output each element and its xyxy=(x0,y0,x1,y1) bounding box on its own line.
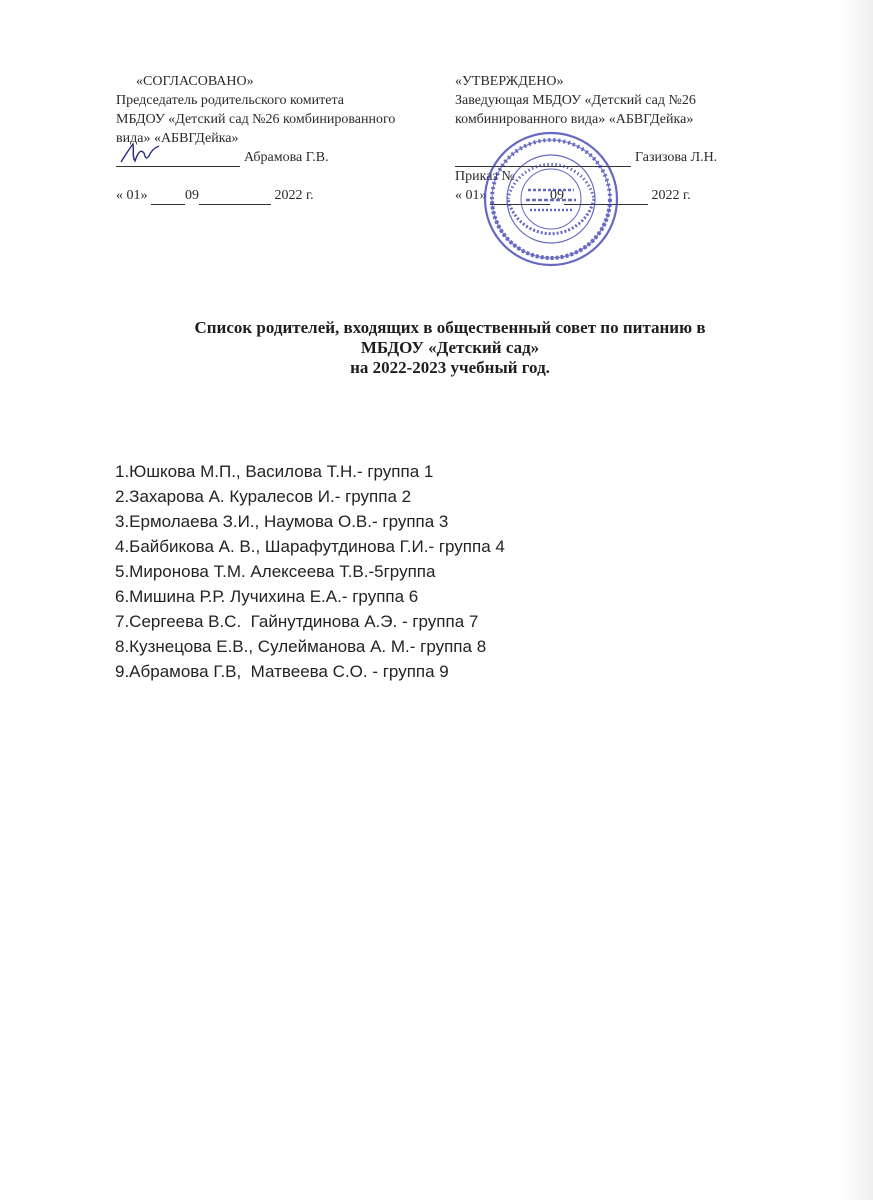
list-item: 4.Байбикова А. В., Шарафутдинова Г.И.- группа 4 xyxy=(115,537,505,556)
approved-date-month: 09 xyxy=(550,188,564,203)
approved-date-day: « 01» xyxy=(455,188,487,203)
agreed-heading: «СОГЛАСОВАНО» xyxy=(136,74,254,89)
approved-heading: «УТВЕРЖДЕНО» xyxy=(455,74,564,89)
list-item: 8.Кузнецова Е.В., Сулейманова А. М.- группа 8 xyxy=(115,637,487,656)
list-item: 5.Миронова Т.М. Алексеева Т.В.-5группа xyxy=(115,562,436,581)
approved-order: Приказ № xyxy=(455,169,515,184)
document-title xyxy=(100,318,800,378)
agreed-date-year: 2022 г. xyxy=(274,188,314,203)
title-line-2: МБДОУ «Детский сад» xyxy=(360,338,540,357)
handwritten-signature xyxy=(118,140,162,166)
title-line-1: Список родителей, входящих в общественный совет по питанию в xyxy=(194,318,706,337)
date-fill-line xyxy=(199,190,271,205)
list-item: 1.Юшкова М.П., Василова Т.Н.- группа 1 xyxy=(115,462,434,481)
approved-line-1: Заведующая МБДОУ «Детский сад №26 xyxy=(455,93,696,108)
council-members-list xyxy=(115,459,505,684)
list-item: 2.Захарова А. Куралесов И.- группа 2 xyxy=(115,487,412,506)
agreed-line-3: вида» «АБВГДейка» xyxy=(116,131,239,146)
list-item: 6.Мишина Р.Р. Лучихина Е.А.- группа 6 xyxy=(115,587,419,606)
list-item: 3.Ермолаева З.И., Наумова О.В.- группа 3 xyxy=(115,512,449,531)
agreed-block xyxy=(116,72,395,205)
list-item: 7.Сергеева В.С. Гайнутдинова А.Э. - группа 7 xyxy=(115,612,479,631)
title-line-3: на 2022-2023 учебный год. xyxy=(350,358,550,377)
approved-date-year: 2022 г. xyxy=(651,188,691,203)
date-fill-line xyxy=(151,190,185,205)
approved-line-2: комбинированного вида» «АБВГДейка» xyxy=(455,112,694,127)
approved-signer-name: Газизова Л.Н. xyxy=(635,150,718,165)
agreed-line-2: МБДОУ «Детский сад №26 комбинированного xyxy=(116,112,396,127)
agreed-date-month: 09 xyxy=(185,188,199,203)
agreed-line-1: Председатель родительского комитета xyxy=(116,93,344,108)
agreed-signer-name: Абрамова Г.В. xyxy=(244,150,329,165)
scan-edge-shadow xyxy=(841,0,873,1200)
agreed-signature-row xyxy=(116,148,395,167)
agreed-signature-line xyxy=(116,152,240,167)
list-item: 9.Абрамова Г.В, Матвеева С.О. - группа 9 xyxy=(115,662,449,681)
official-seal xyxy=(482,130,620,268)
agreed-date-day: « 01» xyxy=(116,188,148,203)
agreed-date xyxy=(116,186,395,205)
